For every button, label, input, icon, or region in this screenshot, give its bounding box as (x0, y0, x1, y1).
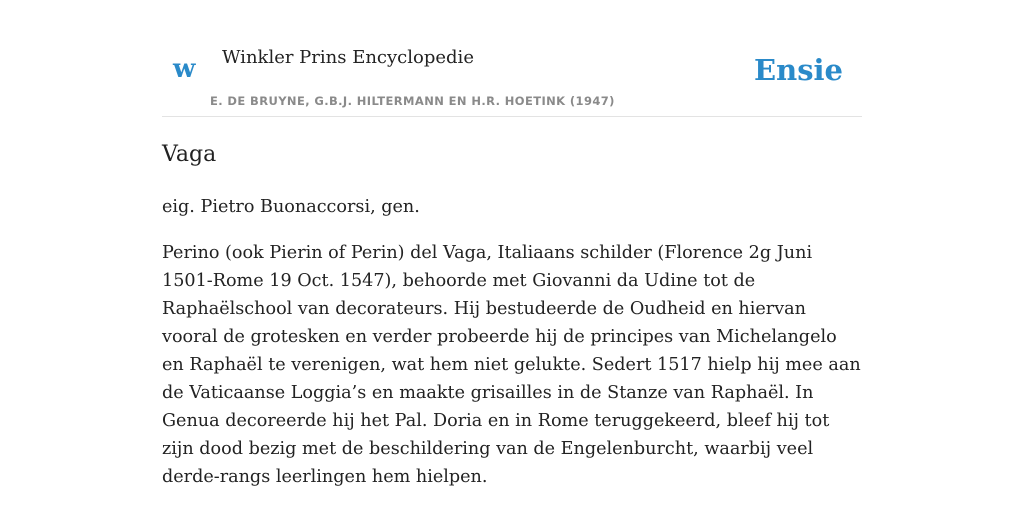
ensie-home-link[interactable]: Ensie (754, 53, 843, 87)
entry-body: Perino (ook Pierin of Perin) del Vaga, Italiaans schilder (Florence 2g Juni 1501-Rome 19 Oct. 1547), behoorde met Giovanni da Udine tot de Raphaëlschool van decorateurs. Hij bestudeerde de Oudheid en hiervan vooral de grotesken en verder probeerde hij de principes van Michelangelo en Raphaël te verenigen, wat hem niet gelukte. Sedert 1517 hielp hij mee aan de Vaticaanse Loggia’s en maakte grisailles in de Stanze van Raphaël. In Genua decoreerde hij het Pal. Doria en in Rome teruggekeerd, bleef hij tot zijn dood bezig met de beschildering van de Engelenburcht, waarbij veel derde-rangs leerlingen hem hielpen. (162, 243, 861, 487)
publication-title[interactable]: Winkler Prins Encyclopedie (222, 47, 474, 68)
publication-authors: E. DE BRUYNE, G.B.J. HILTERMANN EN H.R. HOETINK (1947) (210, 94, 615, 108)
entry-subtitle: eig. Pietro Buonaccorsi, gen. (162, 197, 420, 217)
publication-header (162, 0, 862, 117)
entry-title: Vaga (162, 142, 217, 167)
publication-logo[interactable]: w (173, 54, 196, 84)
